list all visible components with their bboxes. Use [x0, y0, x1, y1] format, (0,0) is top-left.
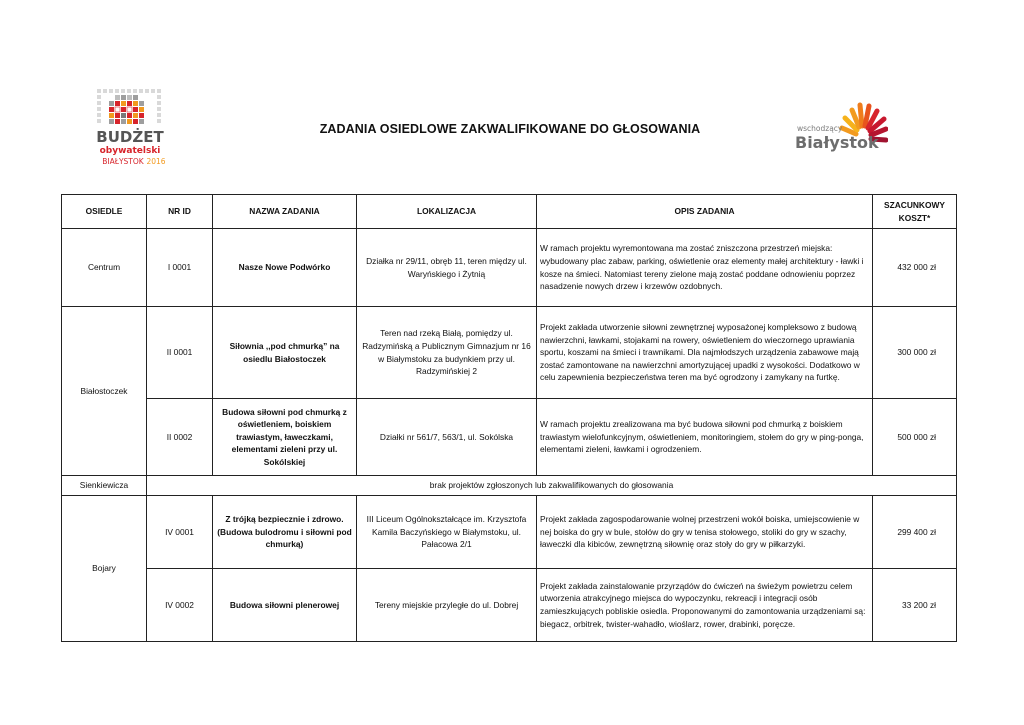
- logo-text-wschodzacy: wschodzący: [797, 124, 843, 133]
- cell-osiedle: Białostoczek: [62, 307, 147, 476]
- cell-nazwa: Budowa siłowni plenerowej: [213, 569, 357, 642]
- column-header-koszt: SZACUNKOWY KOSZT*: [873, 195, 957, 229]
- cell-lokalizacja: Działki nr 561/7, 563/1, ul. Sokólska: [357, 399, 537, 476]
- column-header-nazwa: NAZWA ZADANIA: [213, 195, 357, 229]
- table-header-row: [62, 195, 957, 229]
- cell-lokalizacja: III Liceum Ogólnokształcące im. Krzysztofa Kamila Baczyńskiego w Białymstoku, ul. Pałacowa 2/1: [357, 496, 537, 569]
- cell-koszt: 300 000 zł: [873, 307, 957, 399]
- column-header-osiedle: OSIEDLE: [62, 195, 147, 229]
- table-row: [62, 307, 957, 399]
- logo-text-bialystok-brand: Białystok: [795, 133, 879, 152]
- cell-lokalizacja: Działka nr 29/11, obręb 11, teren między ul. Waryńskiego i Żytnią: [357, 229, 537, 307]
- cell-koszt: 299 400 zł: [873, 496, 957, 569]
- cell-lokalizacja: Teren nad rzeką Białą, pomiędzy ul. Radzymińską a Publicznym Gimnazjum nr 16 w Białymstoku za budynkiem przy ul. Radzymińskiej 2: [357, 307, 537, 399]
- budzet-obywatelski-logo: [93, 85, 167, 169]
- cell-osiedle: Bojary: [62, 496, 147, 642]
- cell-opis: W ramach projektu wyremontowana ma zostać zniszczona przestrzeń miejska: wybudowany plac zabaw, parking, oświetlenie oraz elementy małej architektury - ławki i kosze na śmieci. Natomiast tereny zielone mają zostać poddane odnowieniu poprzez nasadzenie nowych drzew i krzewów ozdobnych.: [537, 229, 873, 307]
- column-header-opis: OPIS ZADANIA: [537, 195, 873, 229]
- cell-nr-id: II 0001: [147, 307, 213, 399]
- table-row: [62, 569, 957, 642]
- cell-opis: Projekt zakłada zainstalowanie przyrządów do ćwiczeń na świeżym powietrzu celem utworzenia atrakcyjnego miejsca do wypoczynku, rekreacji i integracji osób zamieszkujących pobliskie osiedla. Proponowanymi do zamontowania urządzeniami są: biegacz, orbitrek, twister-wahadło, wioślarz, rower, drabinki, poręcze.: [537, 569, 873, 642]
- cell-opis: W ramach projektu zrealizowana ma być budowa siłowni pod chmurką z boiskiem trawiastym wielofunkcyjnym, oświetleniem, monitoringiem, stołem do gry w ping-ponga, elementami zieleni, ławkami i ogrodzeniem.: [537, 399, 873, 476]
- cell-koszt: 33 200 zł: [873, 569, 957, 642]
- cell-nazwa: Siłownia ,,pod chmurką” na osiedlu Białostoczek: [213, 307, 357, 399]
- table-row: [62, 229, 957, 307]
- cell-osiedle: Sienkiewicza: [62, 476, 147, 496]
- table-row: [62, 399, 957, 476]
- cell-opis: Projekt zakłada utworzenie siłowni zewnętrznej wyposażonej kompleksowo z budową nawierzchni, ławkami, stojakami na rowery, oświetleniem do wieczornego uprawiania sportu, koszami na śmieci i trawnikami. Dla najmłodszych urządzenia zabawowe mają zostać zamontowane na nawierzchni amortyzującej upadki z wysokości. Dodatkowo w celu zapewnienia bezpieczeństwa teren ma być ogrodzony i zamykany na furtkę.: [537, 307, 873, 399]
- cell-opis: Projekt zakłada zagospodarowanie wolnej przestrzeni wokół boiska, umiejscowienie w nej boiska do gry w bule, stołów do gry w tenisa stołowego, stoliki do gry w szachy, ławeczki dla kibiców, zewnętrzną siłownię oraz stoły do gry w piłkarzyki.: [537, 496, 873, 569]
- column-header-lokalizacja: LOKALIZACJA: [357, 195, 537, 229]
- table-row: [62, 496, 957, 569]
- cell-nr-id: I 0001: [147, 229, 213, 307]
- logo-text-obywatelski: obywatelski: [99, 146, 161, 156]
- logo-text-year: 2016: [146, 157, 166, 166]
- cell-nazwa: Nasze Nowe Podwórko: [213, 229, 357, 307]
- cell-nr-id: IV 0001: [147, 496, 213, 569]
- cell-note: brak projektów zgłoszonych lub zakwalifikowanych do głosowania: [147, 476, 957, 496]
- cell-nazwa: Z trójką bezpiecznie i zdrowo. (Budowa bulodromu i siłowni pod chmurką): [213, 496, 357, 569]
- cell-lokalizacja: Tereny miejskie przyległe do ul. Dobrej: [357, 569, 537, 642]
- cell-osiedle: Centrum: [62, 229, 147, 307]
- column-header-nr-id: NR ID: [147, 195, 213, 229]
- logo-text-bialystok: BIAŁYSTOK: [102, 157, 144, 166]
- cell-koszt: 432 000 zł: [873, 229, 957, 307]
- page-title: ZADANIA OSIEDLOWE ZAKWALIFIKOWANE DO GŁOSOWANIA: [319, 122, 701, 136]
- wschodzacy-bialystok-logo: [793, 98, 888, 163]
- table-row: [62, 476, 957, 496]
- cell-koszt: 500 000 zł: [873, 399, 957, 476]
- cell-nr-id: IV 0002: [147, 569, 213, 642]
- cell-nazwa: Budowa siłowni pod chmurką z oświetleniem, boiskiem trawiastym, ławeczkami, elementami zieleni przy ul. Sokólskiej: [213, 399, 357, 476]
- cell-nr-id: II 0002: [147, 399, 213, 476]
- logo-text-budzet: BUDŻET: [96, 128, 164, 146]
- tasks-table: [61, 194, 957, 642]
